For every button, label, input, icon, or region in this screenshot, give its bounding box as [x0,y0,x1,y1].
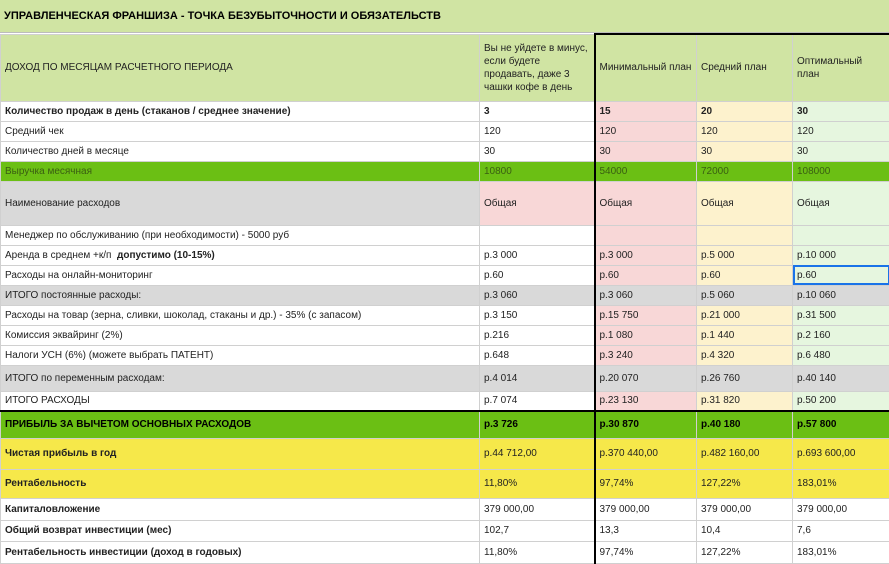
cell-mid[interactable]: р.26 760 [697,365,793,391]
cell-mid[interactable] [697,225,793,245]
row-label[interactable]: Общий возврат инвестиции (мес) [1,520,480,541]
cell-opt[interactable]: 30 [793,141,889,161]
cell-opt[interactable]: 108000 [793,161,889,181]
cell-breakeven[interactable]: р.648 [480,345,595,365]
cell-opt[interactable]: р.10 000 [793,245,889,265]
cell-breakeven[interactable]: 10800 [480,161,595,181]
table-row [1,161,889,181]
cell-min[interactable]: 97,74% [595,469,697,498]
cell-breakeven[interactable]: р.4 014 [480,365,595,391]
header-breakeven[interactable]: Вы не уйдете в минус, если будете продавать, даже 3 чашки кофе в день [480,34,595,101]
cell-breakeven[interactable]: р.60 [480,265,595,285]
cell-breakeven[interactable]: р.216 [480,325,595,345]
row-label[interactable]: Наименование расходов [1,181,480,225]
cell-opt[interactable]: р.10 060 [793,285,889,305]
cell-opt[interactable]: р.2 160 [793,325,889,345]
cell-min[interactable]: 379 000,00 [595,498,697,520]
cell-mid[interactable]: 120 [697,121,793,141]
row-label[interactable]: Расходы на онлайн-мониторинг [1,265,480,285]
cell-mid[interactable]: р.60 [697,265,793,285]
header-row [1,34,889,101]
table-row [1,325,889,345]
cell-min[interactable]: р.3 000 [595,245,697,265]
franchise-table [0,33,889,564]
cell-breakeven[interactable]: 11,80% [480,469,595,498]
table-row [1,101,889,121]
cell-min[interactable]: р.1 080 [595,325,697,345]
row-label[interactable]: ИТОГО РАСХОДЫ [1,391,480,411]
cell-mid[interactable]: 379 000,00 [697,498,793,520]
cell-mid[interactable]: р.5 060 [697,285,793,305]
cell-mid[interactable]: 10,4 [697,520,793,541]
cell-mid[interactable]: р.4 320 [697,345,793,365]
table-row [1,520,889,541]
cell-breakeven[interactable] [480,225,595,245]
cell-breakeven[interactable]: р.3 150 [480,305,595,325]
cell-opt[interactable]: Общая [793,181,889,225]
cell-mid[interactable]: р.21 000 [697,305,793,325]
table-row [1,391,889,411]
row-label[interactable]: ИТОГО постоянные расходы: [1,285,480,305]
cell-opt[interactable]: 30 [793,101,889,121]
cell-opt[interactable]: р.57 800 [793,411,889,438]
sheet-title: УПРАВЛЕНЧЕСКАЯ ФРАНШИЗА - ТОЧКА БЕЗУБЫТОЧНОСТИ И ОБЯЗАТЕЛЬСТВ [0,0,889,33]
cell-mid[interactable]: р.5 000 [697,245,793,265]
cell-opt[interactable]: р.6 480 [793,345,889,365]
cell-min[interactable]: Общая [595,181,697,225]
cell-min[interactable] [595,225,697,245]
header-min-plan[interactable]: Минимальный план [595,34,697,101]
cell-min[interactable]: р.30 870 [595,411,697,438]
row-label[interactable]: Менеджер по обслуживанию (при необходимости) - 5000 руб [1,225,480,245]
header-mid-plan[interactable]: Средний план [697,34,793,101]
table-row [1,365,889,391]
cell-opt[interactable]: 183,01% [793,469,889,498]
cell-mid[interactable]: 30 [697,141,793,161]
cell-mid[interactable]: р.1 440 [697,325,793,345]
row-label[interactable]: Рентабельность [1,469,480,498]
cell-mid[interactable]: 72000 [697,161,793,181]
cell-breakeven[interactable]: р.44 712,00 [480,438,595,469]
table-row [1,181,889,225]
cell-opt[interactable]: 120 [793,121,889,141]
rent-allowed-note: допустимо (10-15%) [117,250,215,261]
row-label[interactable]: Чистая прибыль в год [1,438,480,469]
cell-min[interactable]: 15 [595,101,697,121]
cell-min[interactable]: р.370 440,00 [595,438,697,469]
table-row [1,469,889,498]
cell-breakeven[interactable]: 102,7 [480,520,595,541]
cell-breakeven[interactable]: 11,80% [480,541,595,563]
row-label[interactable]: Налоги УСН (6%) (можете выбрать ПАТЕНТ) [1,345,480,365]
table-row [1,225,889,245]
row-label[interactable]: Капиталовложение [1,498,480,520]
cell-breakeven[interactable]: Общая [480,181,595,225]
cell-breakeven[interactable]: р.7 074 [480,391,595,411]
cell-mid[interactable]: р.31 820 [697,391,793,411]
table-row [1,121,889,141]
header-opt-plan[interactable]: Оптимальный план [793,34,889,101]
row-label[interactable]: Выручка месячная [1,161,480,181]
cell-opt[interactable]: р.50 200 [793,391,889,411]
cell-breakeven[interactable]: р.3 000 [480,245,595,265]
cell-breakeven[interactable]: р.3 060 [480,285,595,305]
cell-breakeven[interactable]: 120 [480,121,595,141]
cell-opt[interactable]: р.40 140 [793,365,889,391]
row-label[interactable]: Расходы на товар (зерна, сливки, шоколад, стаканы и др.) - 35% (с запасом) [1,305,480,325]
cell-mid[interactable]: р.482 160,00 [697,438,793,469]
table-row [1,285,889,305]
cell-mid[interactable]: р.40 180 [697,411,793,438]
cell-min[interactable]: р.15 750 [595,305,697,325]
cell-breakeven[interactable]: р.3 726 [480,411,595,438]
cell-min[interactable]: 97,74% [595,541,697,563]
cell-min[interactable]: р.3 060 [595,285,697,305]
cell-opt[interactable]: р.31 500 [793,305,889,325]
row-label[interactable]: Рентабельность инвестиции (доход в годовых) [1,541,480,563]
table-row [1,345,889,365]
row-label[interactable] [1,245,480,265]
cell-breakeven[interactable]: 379 000,00 [480,498,595,520]
table-row [1,411,889,438]
cell-min[interactable]: 120 [595,121,697,141]
header-label[interactable]: ДОХОД ПО МЕСЯЦАМ РАСЧЕТНОГО ПЕРИОДА [1,34,480,101]
rent-label: Аренда в среднем +к/п [5,250,111,261]
cell-mid[interactable]: 20 [697,101,793,121]
cell-min[interactable]: р.3 240 [595,345,697,365]
cell-mid[interactable]: 127,22% [697,469,793,498]
cell-mid[interactable]: 127,22% [697,541,793,563]
cell-opt[interactable] [793,225,889,245]
cell-breakeven[interactable]: 30 [480,141,595,161]
cell-opt[interactable]: 7,6 [793,520,889,541]
cell-min[interactable]: 30 [595,141,697,161]
row-label[interactable]: ИТОГО по переменным расходам: [1,365,480,391]
cell-opt[interactable]: 379 000,00 [793,498,889,520]
row-label[interactable]: ПРИБЫЛЬ ЗА ВЫЧЕТОМ ОСНОВНЫХ РАСХОДОВ [1,411,480,438]
row-label[interactable]: Комиссия эквайринг (2%) [1,325,480,345]
cell-min[interactable]: 54000 [595,161,697,181]
table-row [1,438,889,469]
cell-opt[interactable]: р.693 600,00 [793,438,889,469]
table-row [1,141,889,161]
cell-min[interactable]: 13,3 [595,520,697,541]
table-row [1,498,889,520]
table-row [1,305,889,325]
cell-min[interactable]: р.60 [595,265,697,285]
cell-opt-selected[interactable]: р.60 [793,265,889,285]
cell-opt[interactable]: 183,01% [793,541,889,563]
cell-min[interactable]: р.23 130 [595,391,697,411]
table-row [1,245,889,265]
table-row [1,265,889,285]
cell-breakeven[interactable]: 3 [480,101,595,121]
cell-min[interactable]: р.20 070 [595,365,697,391]
row-label[interactable]: Количество продаж в день (стаканов / среднее значение) [1,101,480,121]
table-row [1,541,889,563]
cell-mid[interactable]: Общая [697,181,793,225]
row-label[interactable]: Средний чек [1,121,480,141]
row-label[interactable]: Количество дней в месяце [1,141,480,161]
